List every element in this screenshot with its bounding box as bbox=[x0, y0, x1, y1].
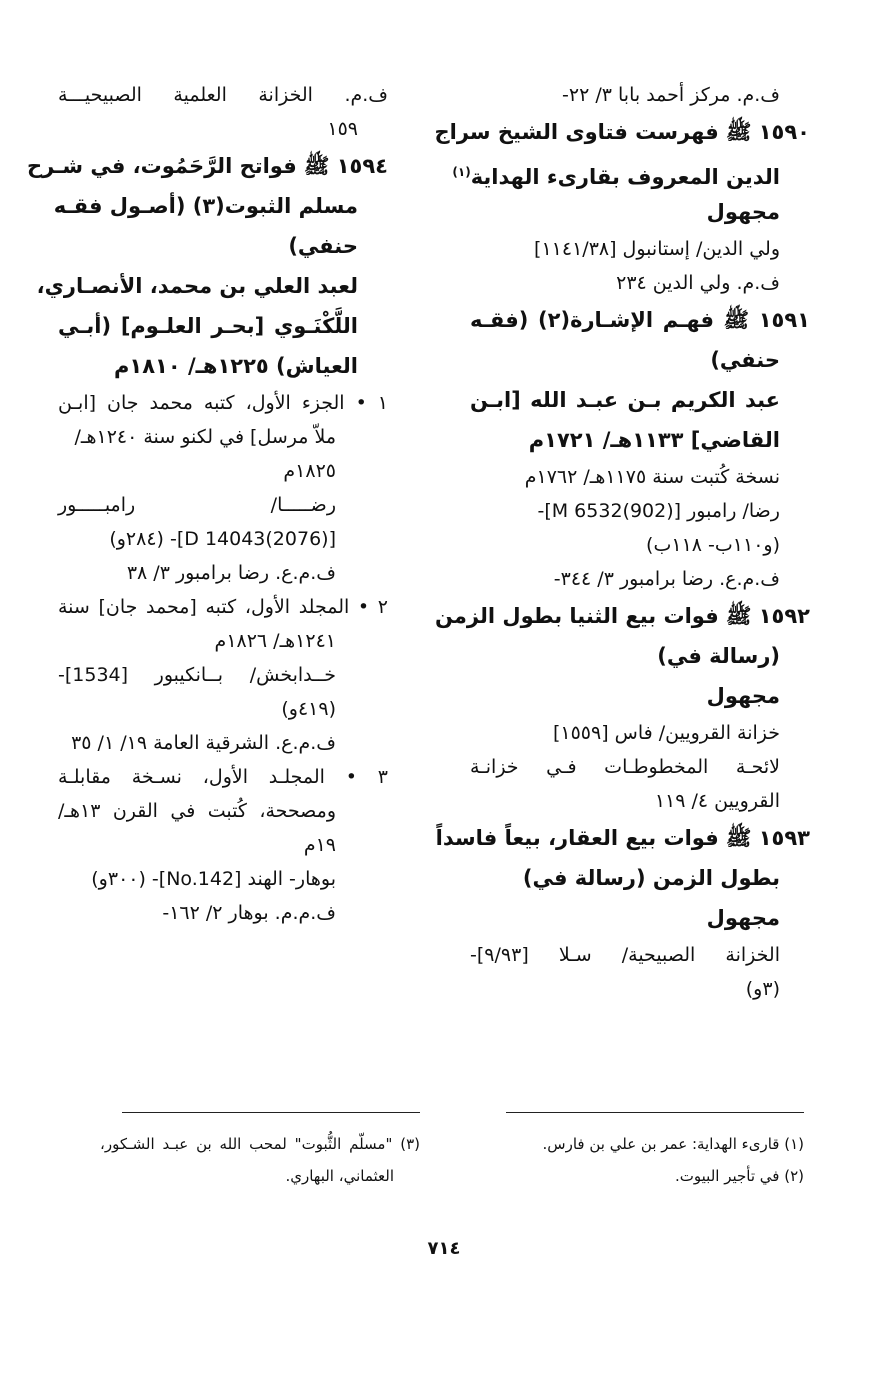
left-column-line: ومصححة، كُتبت في القرن ١٣هـ/ bbox=[58, 800, 336, 822]
left-column-line: حنفي) bbox=[288, 234, 358, 258]
right-column-line: لائحـة المخطوطـات فـي خزانـة bbox=[470, 756, 780, 778]
left-column-line: خــدابخش/ بــانكيبور [1534]- bbox=[58, 664, 336, 686]
footnote-2: (٢) في تأجير البيوت. bbox=[675, 1167, 804, 1185]
left-column-line: بوهار- الهند [No.142]- (٣٠٠و) bbox=[91, 868, 336, 890]
left-column-line: ١٥٩ bbox=[327, 118, 358, 140]
right-column-line: بطول الزمن (رسالة في) bbox=[522, 866, 780, 890]
right-column-line: ١٥٩٢ ﷺ فوات بيع الثنيا بطول الزمن bbox=[435, 604, 810, 628]
right-column-line: خزانة القرويين/ فاس [١٥٥٩] bbox=[552, 722, 780, 744]
right-column-line: ١٥٩٣ ﷺ فوات بيع العقار، بيعاً فاسداً bbox=[435, 826, 810, 850]
page-number: ٧١٤ bbox=[427, 1238, 461, 1259]
footnotes-right bbox=[484, 1128, 804, 1192]
left-column-line: ف.م. الخزانة العلمية الصبيحيـــة bbox=[58, 84, 388, 106]
right-column-line: (رسالة في) bbox=[657, 644, 780, 668]
right-column-line: مجهول bbox=[706, 906, 780, 930]
left-column-line: ملاّ مرسل] في لكنو سنة ١٢٤٠هـ/ bbox=[74, 426, 336, 448]
left-column-line: [D 14043(2076)]- (٢٨٤و) bbox=[109, 528, 336, 550]
left-column-line: ف.م.م. بوهار ٢/ ١٦٢- bbox=[162, 902, 336, 924]
left-column-line: ١٥٩٤ ﷺ فواتح الرَّحَمُوت، في شـرح bbox=[27, 154, 388, 178]
left-column-line: ف.م.ع. رضا برامبور ٣/ ٣٨ bbox=[126, 562, 336, 584]
left-column-line: ف.م.ع. الشرقية العامة ١٩/ ١/ ٣٥ bbox=[71, 732, 336, 754]
left-column bbox=[27, 78, 388, 930]
footnote-1: (١) قارىء الهداية: عمر بن علي بن فارس. bbox=[542, 1135, 804, 1153]
right-column-line: الدين المعروف بقارىء الهداية$^{(١)}$ bbox=[452, 165, 780, 189]
right-column-line: حنفي) bbox=[710, 348, 780, 372]
right-column-line: (و١١٠ب- ١١٨ب) bbox=[646, 534, 780, 556]
right-column-line: ف.م. مركز أحمد بابا ٣/ ٢٢- bbox=[562, 84, 780, 106]
right-column-line: القاضي] ١١٣٣هـ/ ١٧٢١م bbox=[528, 428, 780, 452]
right-column-line: نسخة كُتبت سنة ١١٧٥هـ/ ١٧٦٢م bbox=[524, 466, 780, 488]
left-column-line: لعبد العلي بن محمد، الأنصـاري، bbox=[36, 274, 358, 298]
left-column-line: (٤١٩و) bbox=[281, 698, 336, 720]
right-column-line: القرويين ٤/ ١١٩ bbox=[654, 790, 780, 812]
right-column-line: مجهول bbox=[706, 200, 780, 224]
left-column-line: العياش) ١٢٢٥هـ/ ١٨١٠م bbox=[114, 354, 358, 378]
right-column-line: ف.م. ولي الدين ٢٣٤ bbox=[616, 272, 780, 294]
left-column-line: ١٩م bbox=[303, 834, 336, 856]
left-column-line: ١ • الجزء الأول، كتبه محمد جان [ابـن bbox=[58, 392, 388, 414]
right-column-line: الخزانة الصبيحية/ سـلا [٩/٩٣]- bbox=[470, 944, 780, 966]
right-column-line: (٣و) bbox=[745, 978, 780, 1000]
footnotes-left bbox=[100, 1128, 420, 1192]
left-column-line: ١٨٢٥م bbox=[283, 460, 336, 482]
right-column-line: ف.م.ع. رضا برامبور ٣/ ٣٤٤- bbox=[553, 568, 780, 590]
right-column-line: ولي الدين/ إستانبول [١١٤١/٣٨] bbox=[534, 238, 780, 260]
right-column-line: ١٥٩١ ﷺ فهـم الإشـارة(٢) (فقـه bbox=[470, 308, 810, 332]
right-column-line: ١٥٩٠ ﷺ فهرست فتاوى الشيخ سراج bbox=[434, 120, 810, 144]
footnote-rule-right bbox=[506, 1112, 804, 1113]
footnote-3-cont: العثماني، البهاري. bbox=[285, 1167, 394, 1185]
right-column-line: رضا/ رامبور [M 6532(902)]- bbox=[537, 500, 780, 522]
footnote-marker: (١) bbox=[452, 165, 471, 179]
right-column-line: مجهول bbox=[706, 684, 780, 708]
left-column-line: ٣ • المجلـد الأول، نسـخة مقابلـة bbox=[58, 766, 388, 788]
footnote-3: (٣) "مسلّم الثُّبوت" لمحب الله بن عبـد الشـكور، bbox=[100, 1135, 420, 1153]
left-column-line: رضـــــا/ رامبـــــور bbox=[58, 494, 336, 516]
footnote-rule-left bbox=[122, 1112, 420, 1113]
left-column-line: مسلم الثبوت(٣) (أصـول فقـه bbox=[53, 194, 358, 218]
left-column-line: ١٢٤١هـ/ ١٨٢٦م bbox=[214, 630, 336, 652]
right-column-line: عبد الكريم بـن عبـد الله [ابـن bbox=[470, 388, 780, 412]
left-column-line: اللَّكْنَـوي [بحـر العلـوم] (أبـي bbox=[58, 314, 358, 338]
left-column-line: ٢ • المجلد الأول، كتبه [محمد جان] سنة bbox=[58, 596, 388, 618]
right-column bbox=[434, 78, 810, 1006]
